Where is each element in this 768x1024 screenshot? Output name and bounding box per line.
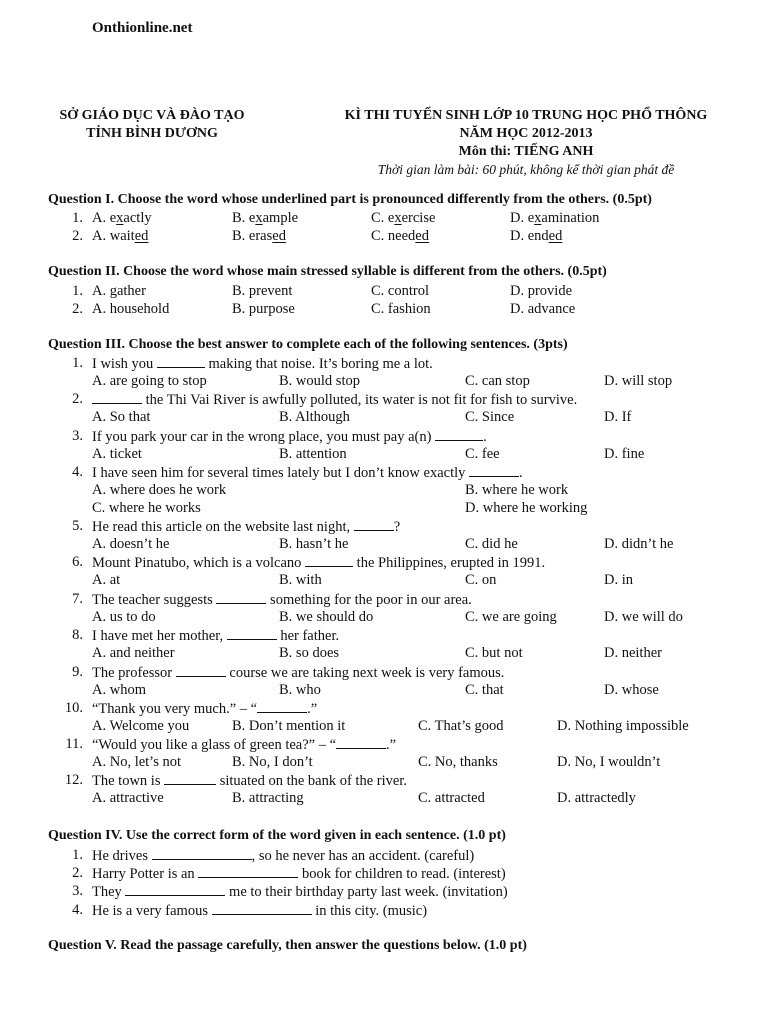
answer-blank bbox=[354, 517, 394, 531]
answer-option: A. attractive bbox=[92, 790, 164, 806]
stem-text: .” bbox=[386, 737, 397, 753]
answer-option: B. purpose bbox=[232, 301, 295, 317]
stem-text: . bbox=[519, 465, 523, 481]
answer-option: A. are going to stop bbox=[92, 373, 207, 389]
answer-option bbox=[371, 209, 435, 227]
answer-option: D. in bbox=[604, 572, 633, 588]
answer-option: D. Nothing impossible bbox=[557, 718, 689, 734]
question-stem bbox=[92, 427, 487, 446]
answer-option: B. Although bbox=[279, 409, 350, 425]
stem-text: The teacher suggests bbox=[92, 592, 217, 608]
answer-option: D. will stop bbox=[604, 373, 673, 389]
underlined-part: x bbox=[255, 210, 263, 226]
stem-text: I have met her mother, bbox=[92, 628, 227, 644]
question-number: 8. bbox=[72, 627, 83, 643]
answer-option bbox=[92, 227, 148, 245]
time-allowed: Thời gian làm bài: 60 phút, không kể thời gian phát đề bbox=[377, 162, 675, 177]
question-number: 1. bbox=[72, 355, 83, 371]
option-text: D. end bbox=[510, 228, 549, 244]
answer-option: D. neither bbox=[604, 645, 662, 661]
answer-blank bbox=[164, 771, 216, 785]
word-form-item bbox=[92, 864, 506, 883]
answer-option: B. would stop bbox=[279, 373, 360, 389]
question-2-title: Question II. Choose the word whose main stressed syllable is different from the others. (0.5pt) bbox=[48, 264, 607, 279]
answer-option bbox=[510, 227, 562, 245]
question-stem bbox=[92, 590, 472, 609]
question-number: 4. bbox=[72, 464, 83, 480]
answer-option: C. we are going bbox=[465, 609, 557, 625]
stem-text: situated on the bank of the river. bbox=[216, 773, 407, 789]
answer-option: B. with bbox=[279, 572, 322, 588]
underlined-part: ed bbox=[272, 228, 286, 244]
answer-option: D. attractedly bbox=[557, 790, 636, 806]
answer-option: B. attention bbox=[279, 446, 347, 462]
item-text: me to their birthday party last week. (invitation) bbox=[225, 884, 508, 900]
answer-option: C. did he bbox=[465, 536, 518, 552]
answer-option: A. us to do bbox=[92, 609, 156, 625]
question-stem bbox=[92, 735, 396, 754]
item-text: Harry Potter is an bbox=[92, 866, 199, 882]
subject: Môn thi: TIẾNG ANH bbox=[458, 144, 594, 159]
underlined-part: x bbox=[394, 210, 402, 226]
option-text: ample bbox=[262, 210, 299, 226]
question-stem bbox=[92, 517, 400, 536]
stem-text: I have seen him for several times lately but I don’t know exactly bbox=[92, 465, 470, 481]
answer-option bbox=[371, 227, 429, 245]
question-stem bbox=[92, 390, 577, 409]
question-number: 1. bbox=[72, 210, 83, 226]
answer-option: B. we should do bbox=[279, 609, 374, 625]
question-stem bbox=[92, 771, 407, 790]
answer-option: B. who bbox=[279, 682, 321, 698]
answer-option: C. can stop bbox=[465, 373, 530, 389]
item-text: They bbox=[92, 884, 126, 900]
answer-option: A. household bbox=[92, 301, 170, 317]
answer-option: D. provide bbox=[510, 283, 573, 299]
answer-blank bbox=[336, 735, 386, 749]
answer-option: A. gather bbox=[92, 283, 146, 299]
answer-blank bbox=[92, 390, 142, 404]
question-3-title: Question III. Choose the best answer to complete each of the following sentences. (3pts) bbox=[48, 337, 568, 352]
underlined-part: x bbox=[116, 210, 124, 226]
answer-option: D. advance bbox=[510, 301, 576, 317]
answer-option: D. No, I wouldn’t bbox=[557, 754, 661, 770]
question-number: 1. bbox=[72, 847, 83, 863]
stem-text: .” bbox=[307, 701, 318, 717]
answer-option: A. where does he work bbox=[92, 482, 227, 498]
question-5-title: Question V. Read the passage carefully, then answer the questions below. (1.0 pt) bbox=[48, 938, 527, 953]
exam-title: KÌ THI TUYỂN SINH LỚP 10 TRUNG HỌC PHỔ THÔNG bbox=[344, 108, 708, 123]
item-text: , so he never has an accident. (careful) bbox=[251, 848, 475, 864]
answer-option: C. control bbox=[371, 283, 429, 299]
answer-blank bbox=[216, 590, 266, 604]
question-number: 2. bbox=[72, 301, 83, 317]
option-text: B. eras bbox=[232, 228, 273, 244]
stem-text: I wish you bbox=[92, 356, 157, 372]
answer-blank bbox=[305, 553, 353, 567]
question-number: 10. bbox=[64, 700, 83, 716]
stem-text: He read this article on the website last night, bbox=[92, 519, 354, 535]
answer-blank bbox=[435, 427, 483, 441]
question-number: 2. bbox=[72, 228, 83, 244]
answer-blank bbox=[152, 846, 252, 860]
underlined-part: x bbox=[534, 210, 542, 226]
answer-option: B. No, I don’t bbox=[232, 754, 313, 770]
answer-option bbox=[510, 209, 599, 227]
question-4-title: Question IV. Use the correct form of the word given in each sentence. (1.0 pt) bbox=[48, 828, 506, 843]
option-text: A. e bbox=[92, 210, 117, 226]
question-stem bbox=[92, 553, 545, 572]
stem-text: . bbox=[483, 429, 487, 445]
option-text: C. need bbox=[371, 228, 416, 244]
stem-text: something for the poor in our area. bbox=[266, 592, 472, 608]
question-stem bbox=[92, 463, 523, 482]
answer-blank bbox=[469, 463, 519, 477]
answer-option: D. fine bbox=[604, 446, 645, 462]
item-text: in this city. (music) bbox=[311, 903, 428, 919]
site-name: Onthionline.net bbox=[92, 20, 193, 36]
stem-text: The professor bbox=[92, 665, 176, 681]
question-number: 7. bbox=[72, 591, 83, 607]
answer-option: B. so does bbox=[279, 645, 340, 661]
question-number: 1. bbox=[72, 283, 83, 299]
word-form-item bbox=[92, 901, 427, 920]
answer-blank bbox=[125, 882, 225, 896]
question-number: 2. bbox=[72, 391, 83, 407]
question-number: 11. bbox=[65, 736, 83, 752]
question-stem bbox=[92, 699, 317, 718]
department-line: SỞ GIÁO DỤC VÀ ĐÀO TẠO bbox=[59, 108, 245, 123]
question-number: 9. bbox=[72, 664, 83, 680]
answer-blank bbox=[198, 864, 298, 878]
stem-text: the Philippines, erupted in 1991. bbox=[353, 555, 546, 571]
option-text: actly bbox=[123, 210, 152, 226]
answer-blank bbox=[257, 699, 307, 713]
answer-option: B. prevent bbox=[232, 283, 293, 299]
question-number: 2. bbox=[72, 865, 83, 881]
answer-option: B. where he work bbox=[465, 482, 569, 498]
answer-option: B. attracting bbox=[232, 790, 304, 806]
question-number: 3. bbox=[72, 428, 83, 444]
answer-option: A. and neither bbox=[92, 645, 175, 661]
underlined-part: ed bbox=[134, 228, 149, 244]
answer-option: D. didn’t he bbox=[604, 536, 674, 552]
answer-option: D. whose bbox=[604, 682, 659, 698]
answer-blank bbox=[212, 901, 312, 915]
answer-option: C. where he works bbox=[92, 500, 201, 516]
question-number: 3. bbox=[72, 883, 83, 899]
word-form-item bbox=[92, 846, 474, 865]
answer-option: A. whom bbox=[92, 682, 146, 698]
stem-text: ? bbox=[393, 519, 401, 535]
answer-option: C. Since bbox=[465, 409, 515, 425]
underlined-part: ed bbox=[548, 228, 563, 244]
answer-option: A. at bbox=[92, 572, 121, 588]
answer-option: A. doesn’t he bbox=[92, 536, 170, 552]
item-text: He is a very famous bbox=[92, 903, 212, 919]
option-text: ercise bbox=[401, 210, 436, 226]
answer-option: C. on bbox=[465, 572, 497, 588]
item-text: He drives bbox=[92, 848, 152, 864]
answer-option: A. ticket bbox=[92, 446, 142, 462]
answer-option: B. hasn’t he bbox=[279, 536, 349, 552]
answer-option: A. So that bbox=[92, 409, 151, 425]
option-text: amination bbox=[541, 210, 600, 226]
exam-header bbox=[318, 107, 734, 179]
answer-option: B. Don’t mention it bbox=[232, 718, 346, 734]
school-year: NĂM HỌC 2012-2013 bbox=[459, 126, 593, 141]
answer-option: C. That’s good bbox=[418, 718, 504, 734]
answer-blank bbox=[157, 354, 205, 368]
question-stem bbox=[92, 626, 339, 645]
question-number: 12. bbox=[64, 772, 83, 788]
stem-text: “Would you like a glass of green tea?” – “ bbox=[92, 737, 337, 753]
stem-text: her father. bbox=[276, 628, 340, 644]
answer-option: C. but not bbox=[465, 645, 523, 661]
answer-option: D. we will do bbox=[604, 609, 683, 625]
stem-text: “Thank you very much.” – “ bbox=[92, 701, 258, 717]
answer-option: C. fee bbox=[465, 446, 500, 462]
question-number: 6. bbox=[72, 554, 83, 570]
underlined-part: ed bbox=[415, 228, 429, 244]
answer-option: C. attracted bbox=[418, 790, 485, 806]
answer-option: C. that bbox=[465, 682, 504, 698]
option-text: C. e bbox=[371, 210, 395, 226]
answer-option: C. fashion bbox=[371, 301, 431, 317]
question-number: 5. bbox=[72, 518, 83, 534]
word-form-item bbox=[92, 882, 508, 901]
option-text: D. e bbox=[510, 210, 535, 226]
answer-blank bbox=[227, 626, 277, 640]
stem-text: If you park your car in the wrong place, you must pay a(n) bbox=[92, 429, 436, 445]
question-number: 4. bbox=[72, 902, 83, 918]
answer-option: D. where he working bbox=[465, 500, 588, 516]
stem-text: course we are taking next week is very famous. bbox=[225, 665, 505, 681]
stem-text: Mount Pinatubo, which is a volcano bbox=[92, 555, 306, 571]
option-text: B. e bbox=[232, 210, 256, 226]
stem-text: the Thi Vai River is awfully polluted, its water is not fit for fish to survive. bbox=[142, 392, 578, 408]
department-header bbox=[44, 107, 260, 143]
answer-blank bbox=[176, 663, 226, 677]
answer-option: A. Welcome you bbox=[92, 718, 190, 734]
answer-option: A. No, let’s not bbox=[92, 754, 182, 770]
answer-option: C. No, thanks bbox=[418, 754, 498, 770]
stem-text: making that noise. It’s boring me a lot. bbox=[204, 356, 433, 372]
answer-option bbox=[232, 209, 298, 227]
option-text: A. wait bbox=[92, 228, 135, 244]
item-text: book for children to read. (interest) bbox=[298, 866, 506, 882]
question-1-title: Question I. Choose the word whose underlined part is pronounced differently from the others. (0.5pt) bbox=[48, 192, 652, 207]
answer-option: D. If bbox=[604, 409, 632, 425]
question-stem bbox=[92, 663, 504, 682]
stem-text: The town is bbox=[92, 773, 165, 789]
answer-option bbox=[92, 209, 152, 227]
question-stem bbox=[92, 354, 433, 373]
province-line: TỈNH BÌNH DƯƠNG bbox=[86, 126, 218, 141]
answer-option bbox=[232, 227, 286, 245]
